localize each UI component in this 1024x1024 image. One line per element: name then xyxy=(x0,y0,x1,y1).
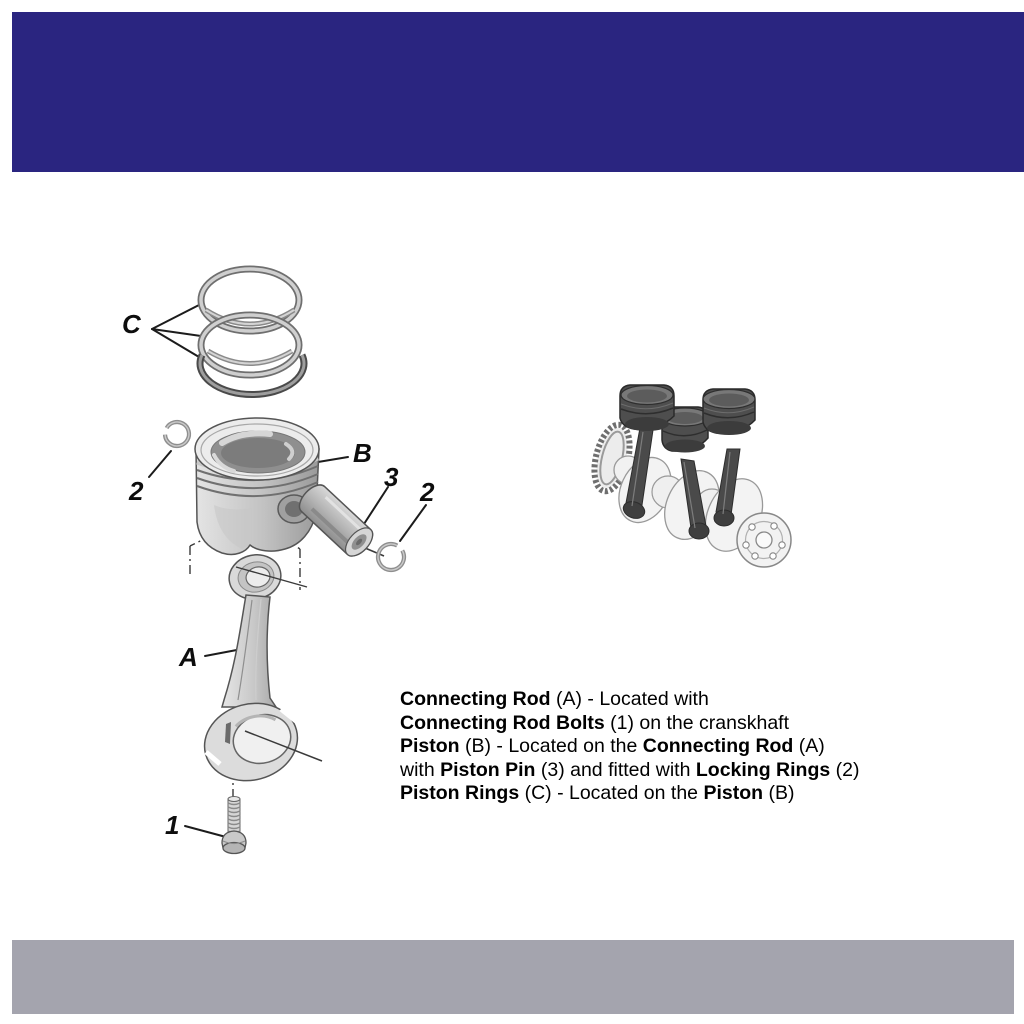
label-connecting-rod-bolt: 1 xyxy=(165,810,180,840)
description-line: Connecting Rod (A) - Located with xyxy=(400,688,709,710)
description-line: Piston (B) - Located on the Connecting Rod (A) xyxy=(400,735,825,758)
crankshaft-assembly-illustration xyxy=(588,385,791,567)
locking-ring-left-illustration xyxy=(161,418,194,451)
piston-rings-illustration xyxy=(200,269,304,395)
description-line: with Piston Pin (3) and fitted with Locking Rings (2) xyxy=(400,758,860,781)
connecting-rod-illustration xyxy=(196,550,322,791)
label-locking-ring-right: 2 xyxy=(420,477,435,507)
locking-ring-right-illustration xyxy=(373,539,409,575)
parts-description xyxy=(400,688,920,806)
label-piston-pin: 3 xyxy=(384,462,399,492)
description-line: Piston Rings (C) - Located on the Piston (B) xyxy=(400,782,795,805)
connecting-rod-bolt-illustration xyxy=(222,797,246,854)
description-line: Connecting Rod Bolts (1) on the cranskhaft xyxy=(400,711,789,734)
label-connecting-rod: A xyxy=(179,642,198,672)
label-piston: B xyxy=(353,438,372,468)
label-locking-ring-left: 2 xyxy=(129,476,144,506)
label-piston-rings: C xyxy=(122,309,141,339)
piston-illustration xyxy=(195,418,319,554)
